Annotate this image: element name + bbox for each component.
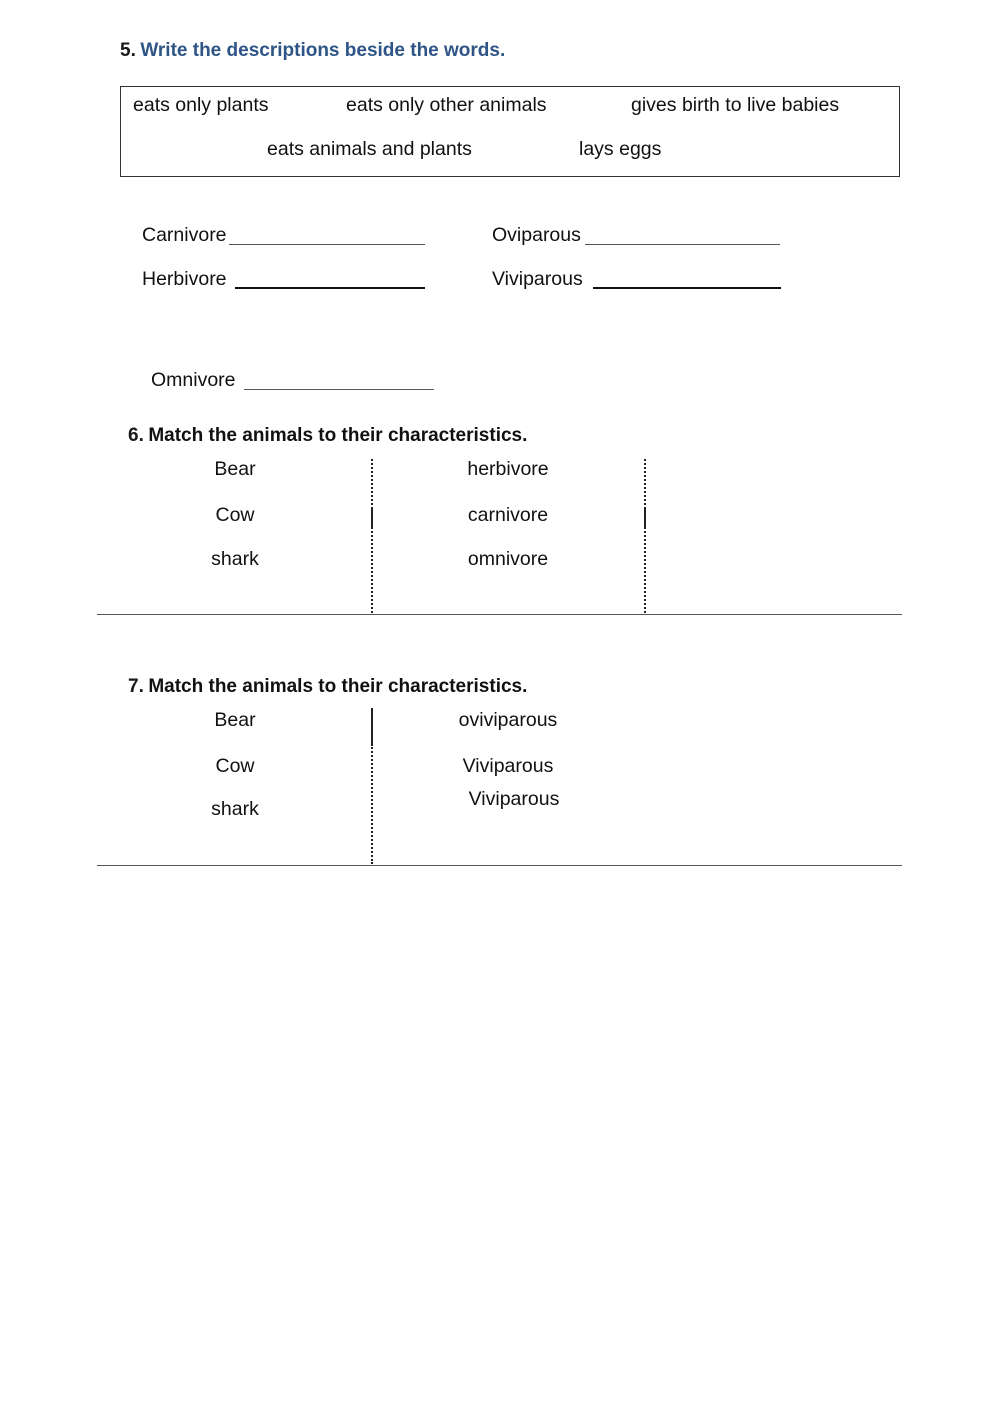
word-bank-item: eats only plants <box>133 94 269 116</box>
q6-characteristic: herbivore <box>467 458 549 480</box>
term-herbivore: Herbivore <box>142 268 227 290</box>
word-bank-item: eats only other animals <box>346 94 547 116</box>
q5-title: Write the descriptions beside the words. <box>140 40 506 61</box>
q7-heading <box>128 676 527 698</box>
word-bank-item: lays eggs <box>579 138 662 160</box>
q7-characteristic: Viviparous <box>468 788 560 810</box>
carnivore-answer-line[interactable] <box>229 244 425 245</box>
q6-divider-right <box>644 459 646 613</box>
q7-divider-solid <box>371 708 373 744</box>
q5-heading <box>120 40 505 62</box>
q7-animal: Bear <box>214 709 256 731</box>
oviparous-answer-line[interactable] <box>585 244 780 245</box>
q6-animal: Cow <box>215 504 255 526</box>
q7-animal: Cow <box>215 755 255 777</box>
q7-divider-dotted <box>371 744 373 864</box>
q6-title: Match the animals to their characteristics. <box>148 425 528 446</box>
q6-characteristic: omnivore <box>467 548 549 570</box>
q6-bottom-rule <box>97 614 902 615</box>
q6-divider-left-tick <box>371 508 373 528</box>
q7-title: Match the animals to their characteristics. <box>148 676 528 697</box>
q7-number: 7. <box>128 676 144 697</box>
viviparous-answer-line[interactable] <box>593 287 781 289</box>
q6-divider-right-tick <box>644 508 646 528</box>
q6-heading <box>128 425 527 447</box>
word-bank-item: eats animals and plants <box>267 138 472 160</box>
term-viviparous: Viviparous <box>492 268 583 290</box>
q6-number: 6. <box>128 425 144 446</box>
q7-characteristic: Viviparous <box>462 755 554 777</box>
q5-number: 5. <box>120 40 136 61</box>
q6-animal: Bear <box>214 458 256 480</box>
term-carnivore: Carnivore <box>142 224 227 246</box>
omnivore-answer-line[interactable] <box>244 389 434 390</box>
word-bank-item: gives birth to live babies <box>631 94 840 116</box>
term-omnivore: Omnivore <box>151 369 236 391</box>
q6-divider-left <box>371 459 373 613</box>
term-oviparous: Oviparous <box>492 224 581 246</box>
q7-bottom-rule <box>97 865 902 866</box>
q7-characteristic: oviviparous <box>458 709 558 731</box>
q7-animal: shark <box>211 798 259 820</box>
q6-animal: shark <box>211 548 259 570</box>
herbivore-answer-line[interactable] <box>235 287 425 289</box>
q6-characteristic: carnivore <box>467 504 549 526</box>
